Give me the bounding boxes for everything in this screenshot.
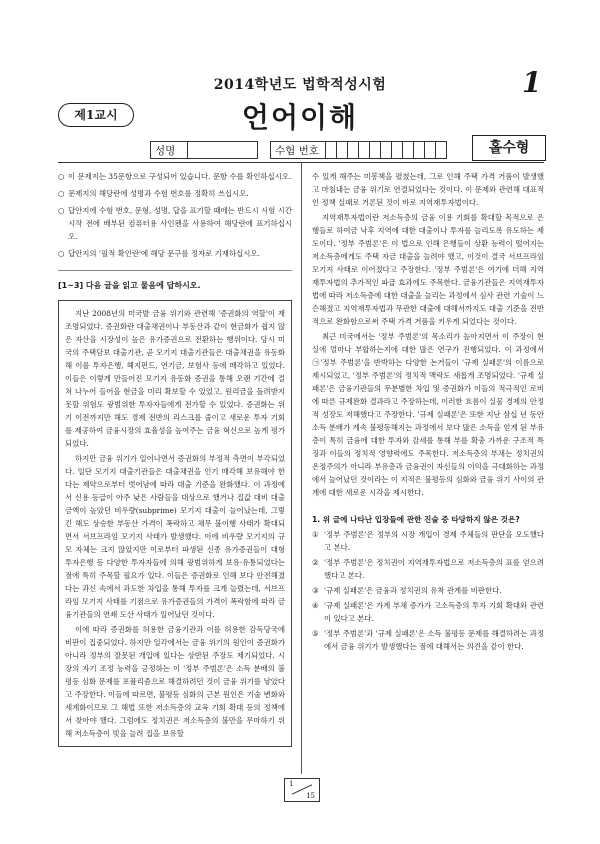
notes-separator bbox=[58, 270, 292, 271]
passage-paragraph: 하지만 금융 위기가 일어나면서 증권화의 부정적 측면이 부각되었다. 일단 모기지 대출기관들은 대출채권을 인기 매각해 보유해야 한다는 제약으로부터 벗어남에 따라 대출 기준을 완화했다. 이 과정에서 신용 등급이 아주 낮은 사람들을 대상으로 했거나 집값 대비 대출금액이 높았던 비우량(subprime) 모기지 대출이 늘어났는데, 그렇긴 해도 상승한 부동산 가격이 폭락하고 채무 불이행 사태가 확대되면서 서브프라임 모기지 사태가 발생했다. 이에 비우량 모기지의 규모 자체는 크지 않았지만 이로부터 파생된 신종 유가증권들이 대형 투자은행 등 다양한 투자자들에 의해 광범위하게 보유·유통되었다는 점에 특히 주목할 필요가 있다. 이들은 증권화로 인해 보다 안전해졌다는 과신 속에서 과도한 차입을 통해 투자를 크게 늘렸는데, 서브프라임 모기지 사태를 기점으로 유가증권들의 가격이 폭락함에 따라 금융기관들의 연쇄 도산 사태가 일어났던 것이다. bbox=[65, 454, 285, 619]
note-item: ○ 답안지에 수험 번호, 문형, 성명, 답을 표기할 때에는 반드시 시험 시간 시작 전에 배부된 컴퓨터용 사인펜을 사용하여 해당란에 표기하십시오. bbox=[58, 206, 292, 241]
option-4[interactable]: ④ '규제 실패론'은 가계 부채 증가가 고소득층의 투자 기회 확대와 관련이 있다고 본다. bbox=[312, 601, 544, 623]
passage-box bbox=[58, 300, 292, 747]
exam-type-badge: 홀수형 bbox=[472, 135, 546, 161]
question-1: 1. 위 글에 나타난 입장들에 관한 진술 중 타당하지 않은 것은? bbox=[312, 515, 520, 524]
exam-number-field[interactable] bbox=[326, 141, 447, 159]
option-1[interactable]: ① '정부 주범론'은 정부의 시장 개입이 경제 주체들의 판단을 오도했다고 본다. bbox=[312, 530, 544, 552]
option-2[interactable]: ② '정부 주범론'은 정치권이 지역재투자법으로 저소득층의 표를 얻으려 했다고 본다. bbox=[312, 558, 544, 580]
passage-paragraph: 수 있게 해주는 미봉책을 펼쳤는데, 그로 인해 주택 가격 거품이 발생했고 마침내는 금융 위기로 연결되었다는 것이다. 이 문제와 관련해 대표적인 정책 실패로 거론된 것이 바로 지역재투자법이다. bbox=[312, 172, 544, 207]
exam-title: 2014학년도 법학적성시험 bbox=[213, 77, 387, 93]
option-5[interactable]: ⑤ '정부 주범론'과 '규제 실패론'은 소득 불평등 문제를 해결하려는 과정에서 금융 위기가 발생했다는 점에 대해서는 의견을 같이 한다. bbox=[312, 629, 544, 651]
passage-paragraph: 지역재투자법이란 저소득층의 금융 이용 기회를 확대할 목적으로 은행들로 하여금 낙후 지역에 대한 대출이나 투자를 늘리도록 유도하는 제도이다. '정부 주범론'은 이 법으로 인해 은행들이 상환 능력이 떨어지는 저소득층에게도 주택 자금 대출을 늘려야 했고, 이것이 결국 서브프라임 모기지 사태로 이어졌다고 주장한다. '정부 주범론'은 여기에 더해 지역재투자법의 추가적인 파급 효과에도 주목한다. 금융기관들은 지역재투자법에 따라 저소득층에 대한 대출을 늘리는 과정에서 심사 관련 기술이 느슨해졌고 지역재투자법과 무관한 대출에 대해서까지도 대출 기준을 전반적으로 완화함으로써 주택 가격 거품을 키우게 되었다는 것이다. bbox=[312, 213, 544, 326]
footer-total-pages: 15 bbox=[306, 792, 315, 800]
subject-title: 언어이해 bbox=[241, 101, 359, 134]
footer-current-page: 1 bbox=[289, 780, 294, 788]
name-field[interactable] bbox=[188, 141, 258, 159]
session-badge: 제1교시 bbox=[58, 103, 134, 127]
question-group-instruction: [1~3] 다음 글을 읽고 물음에 답하시오. bbox=[58, 281, 201, 290]
column-divider bbox=[301, 162, 302, 774]
passage-paragraph: 지난 2008년의 미국발 금융 위기와 관련해 '증권화의 역할'이 재조명되었다. 증권화란 대출채권이나 부동산과 같이 현금화가 쉽지 않은 자산을 시장성이 높은 유가증권으로 전환하는 행위이다. 당시 미국의 주택담보 대출기관, 곧 모기지 대출기관들은 대출채권을 유동화해 이를 투자은행, 헤지펀드, 연기금, 보험사 등에 매각하고 있었다. 이들은 이렇게 만들어진 모기지 유동화 증권을 통해 오랜 기간에 걸쳐 나누어 들어올 현금을 미리 확보할 수 있었고, 원리금을 돌려받지 못할 위험도 광범위한 투자자들에게 전가할 수 있었다. 증권화는 위기 이전까지만 해도 경제 전반의 리스크를 줄이고 새로운 투자 기회를 제공하여 금융시장의 효율성을 높여주는 금융 혁신으로 높게 평가되었다. bbox=[65, 309, 285, 448]
option-3[interactable]: ③ '규제 실패론'은 금융과 정치권의 유착 관계를 비판한다. bbox=[312, 586, 502, 595]
note-item: ○ 문제지의 해당란에 성명과 수험 번호를 정확히 쓰십시오. bbox=[58, 189, 249, 198]
note-item: ○ 이 문제지는 35문항으로 구성되어 있습니다. 문항 수를 확인하십시오. bbox=[58, 172, 292, 181]
right-column bbox=[312, 170, 544, 653]
passage-paragraph: 최근 미국에서는 '정부 주범론'의 목소리가 높아지면서 이 주장이 현실에 얼마나 부합하는지에 대한 많은 연구가 진행되었다. 이 과정에서 ㉠'정부 주범론'을 반박하는 다양한 논거들이 '규제 실패론'의 이름으로 제시되었고, '정부 주범론'의 정치적 맥락도 새롭게 조명되었다. '규제 실패론'은 금융기관들의 무분별한 차입 및 증권화가 이들의 적극적인 로비에 따른 규제완화 결과라고 주장하는데, 이러한 흐름이 실물 경제의 안정적 성장도 저해했다고 주장한다. '규제 실패론'은 또한 지난 삼십 년 동안 소득 분배가 계속 불평등해지는 과정에서 보다 많은 소득을 얻게 된 부유층이 특히 금융에 대한 투자와 감세를 통해 부를 확충 가까운 구조적 특징과 이들의 정치적 영향력에도 주목한다. 저소득층의 부채는 정치권의 온정주의가 아니라 부유층과 금융권이 자신들의 이익을 극대화하는 과정에서 늘어났던 것이라는 이 지적은 불평등의 심화와 금융 위기 사이의 관계에 대한 새로운 시각을 제시한다. bbox=[312, 332, 544, 497]
note-item: ○ 답안지의 '필적 확인란'에 해당 문구를 정자로 기재하십시오. bbox=[58, 249, 260, 258]
passage-paragraph: 이에 따라 증권화를 허용한 금융기관과 이를 허용한 감독당국에 비판이 집중되었다. 하지만 일각에서는 금융 위기의 원인이 증권화가 아니라 정부의 잘못된 개입에 있다는 상반된 주장도 제기되었다. 시장의 자기 조정 능력을 긍정하는 이 '정부 주범론'은 소득 분배의 불평등 심화 문제를 포퓰리즘으로 해결하려던 것이 금융 위기를 낳았다고 주장한다. 이들에 따르면, 불평등 심화의 근본 원인은 기술 변화와 세계화이므로 그 해법 또한 저소득층의 교육 기회 확대 등의 정책에서 찾아야 했다. 그럼에도 정치권은 저소득층의 불만을 무마하기 위해 저소득층이 빚을 늘려 집을 보유할 bbox=[65, 625, 285, 738]
footer-page-indicator bbox=[284, 778, 320, 802]
exam-number-label: 수험 번호 bbox=[270, 141, 326, 159]
page-number: 1 bbox=[522, 66, 542, 99]
left-column bbox=[58, 170, 292, 747]
name-label: 성명 bbox=[150, 141, 188, 159]
